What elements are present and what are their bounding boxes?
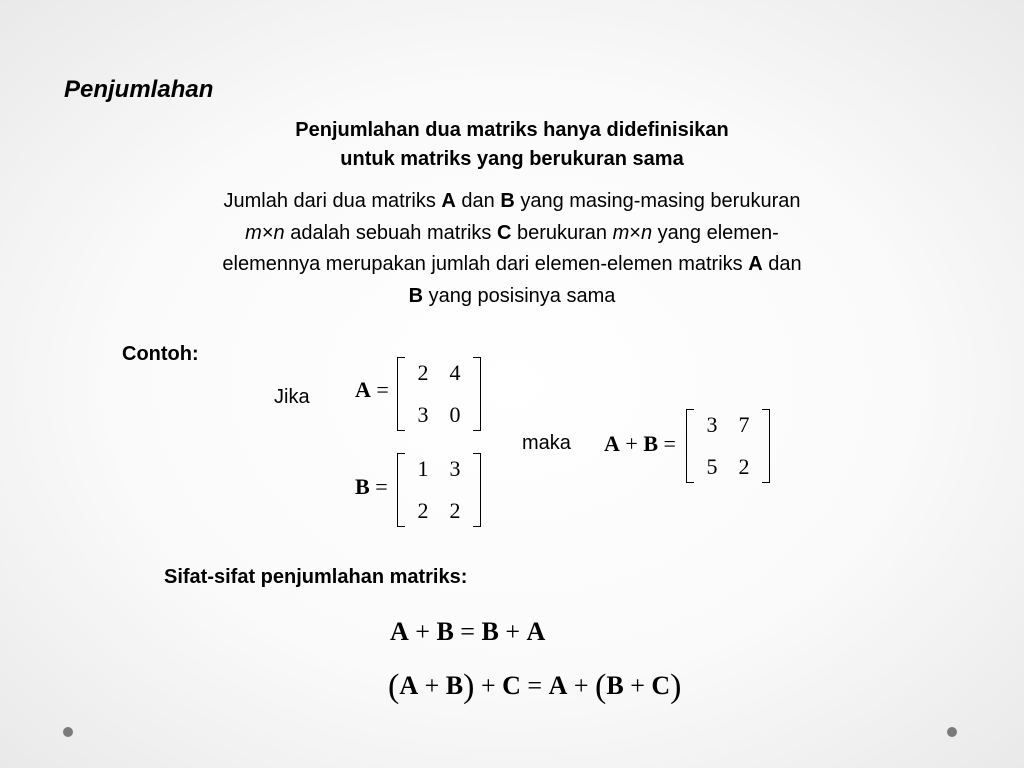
matrix-cell: 2	[738, 454, 750, 479]
left-bracket	[397, 357, 405, 431]
left-paren: (	[595, 668, 607, 705]
matrix-b-symbol: B	[408, 284, 424, 307]
matrix-cell: 7	[738, 412, 750, 437]
matrix-a-lhs	[355, 377, 389, 403]
matrix-c-name: C	[651, 671, 671, 700]
times-symbol: ×	[629, 221, 641, 244]
matrix-b-name: B	[445, 671, 464, 700]
matrix-cell: 3	[706, 412, 718, 437]
matrix-a-name: A	[548, 671, 568, 700]
matrix-cell: 2	[417, 360, 429, 385]
commutative-equation	[390, 617, 545, 647]
matrix-a-symbol: A	[748, 253, 763, 275]
matrix-cell: 3	[417, 402, 429, 427]
left-bracket	[397, 453, 405, 527]
properties-title: Sifat-sifat penjumlahan matriks:	[164, 566, 468, 588]
definition-paragraph	[112, 186, 912, 312]
example-label: Contoh:	[122, 343, 199, 365]
sum-matrix	[686, 408, 770, 484]
then-label: maka	[522, 432, 571, 454]
plus-sign: +	[480, 671, 496, 700]
right-paren: )	[463, 668, 475, 705]
text: yang posisinya sama	[423, 284, 616, 307]
matrix-b-lhs	[355, 474, 388, 500]
plus-sign: +	[630, 671, 645, 700]
plus-sign: +	[505, 617, 520, 646]
right-bracket	[762, 409, 770, 483]
associative-equation	[388, 668, 681, 706]
plus-sign: +	[573, 671, 589, 700]
sum-matrix-cells	[694, 408, 762, 484]
right-bracket	[473, 357, 481, 431]
sum-lhs	[604, 431, 676, 457]
text: adalah sebuah matriks	[284, 221, 497, 244]
slide-heading: Penjumlahan	[64, 76, 214, 103]
matrix-cell: 5	[706, 454, 718, 479]
matrix-a	[397, 356, 481, 432]
left-bracket	[686, 409, 694, 483]
matrix-a-symbol: A	[441, 190, 456, 212]
if-label: Jika	[274, 386, 310, 408]
matrix-b-cells	[405, 452, 473, 528]
text: Jumlah dari dua matriks	[223, 190, 442, 212]
subtitle-line-2: untuk matriks yang berukuran sama	[340, 148, 684, 170]
matrix-a-name: A	[604, 431, 620, 456]
equals-sign: =	[376, 377, 389, 402]
matrix-cell: 2	[449, 498, 461, 523]
equals-sign: =	[663, 431, 676, 456]
definition-line-2	[112, 218, 912, 250]
matrix-a-name: A	[355, 377, 371, 402]
matrix-cell: 0	[449, 402, 461, 427]
right-paren: )	[670, 668, 682, 705]
m-symbol: m	[612, 221, 630, 244]
equals-sign: =	[375, 474, 388, 499]
matrix-a-name: A	[526, 617, 546, 646]
text: yang masing-masing berukuran	[514, 190, 801, 212]
definition-line-3	[112, 249, 912, 281]
matrix-cell: 3	[449, 456, 461, 481]
text: yang elemen-	[652, 221, 779, 244]
matrix-b-symbol: B	[500, 190, 515, 212]
subtitle-line-1: Penjumlahan dua matriks hanya didefinisikan	[295, 119, 729, 141]
subtitle	[0, 116, 1024, 174]
matrix-cell: 2	[417, 498, 429, 523]
text: dan	[762, 253, 802, 275]
matrix-a-name: A	[390, 617, 409, 646]
matrix-c-name: C	[502, 671, 521, 700]
times-symbol: ×	[261, 221, 274, 244]
n-symbol: n	[640, 221, 653, 244]
definition-line-4	[112, 281, 912, 313]
matrix-b-name: B	[355, 474, 370, 499]
matrix-cell: 4	[449, 360, 461, 385]
plus-sign: +	[424, 671, 440, 700]
m-symbol: m	[245, 221, 262, 244]
matrix-c-symbol: C	[496, 221, 512, 244]
equals-sign: =	[460, 617, 475, 646]
decorative-dot	[63, 727, 73, 737]
matrix-b-name: B	[606, 671, 624, 700]
matrix-cell: 1	[417, 456, 429, 481]
matrix-a-name: A	[399, 671, 419, 700]
right-bracket	[473, 453, 481, 527]
plus-sign: +	[625, 431, 638, 456]
text: berukuran	[511, 221, 613, 244]
decorative-dot	[947, 727, 957, 737]
n-symbol: n	[273, 221, 285, 244]
matrix-b-name: B	[643, 431, 658, 456]
matrix-b-name: B	[481, 617, 499, 646]
text: elemennya merupakan jumlah dari elemen-elemen matriks	[222, 253, 749, 275]
matrix-b-name: B	[436, 617, 454, 646]
text: dan	[455, 190, 501, 212]
definition-line-1	[112, 186, 912, 218]
matrix-b	[397, 452, 481, 528]
left-paren: (	[388, 668, 400, 705]
equals-sign: =	[527, 671, 543, 700]
matrix-a-cells	[405, 356, 473, 432]
plus-sign: +	[415, 617, 430, 646]
